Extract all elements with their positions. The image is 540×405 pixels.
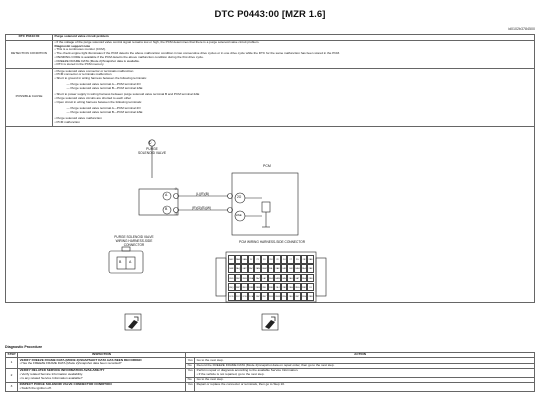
cause-line: • Purge solenoid valve circuits are shorted to each other [54, 96, 132, 101]
wire-codes-1: (L)(R)(B) [196, 192, 210, 196]
pcm-pin-row [228, 283, 314, 292]
detection-label: DETECTION CONDITION [6, 40, 53, 68]
action-header: ACTION [186, 353, 535, 358]
pcm-pin: 2BP [235, 283, 242, 292]
pcm-pin: 2BQ [228, 283, 235, 292]
pcm-pin: 2AO [248, 264, 255, 273]
pcm-pin: 2BT [294, 292, 301, 301]
pcm-pin: 2BK [268, 283, 275, 292]
pcm-pin: 2BW [274, 292, 281, 301]
pcm-pin: 2AJ [281, 264, 288, 273]
pcm-pin: 2Z [248, 255, 255, 264]
pcm-pin-row [228, 274, 314, 283]
pcm-pin: 2R [301, 255, 308, 264]
pcm-pin: 2AC [228, 255, 235, 264]
pcm-pin: 2AQ [235, 264, 242, 273]
pcm-pin: 2CC [235, 292, 242, 301]
procedure-step-row [6, 383, 535, 392]
pcm-pin: 2BE [307, 274, 314, 283]
pcm-pin: 2BF [301, 283, 308, 292]
pcm-pin: 2BJ [274, 283, 281, 292]
page-title: DTC P0443:00 [MZR 1.6] [214, 9, 326, 20]
pcm-pin: 2BO [241, 283, 248, 292]
pcm-pin: 2AM [261, 264, 268, 273]
detection-line: • This is a continuous monitor (CCM). [54, 47, 106, 52]
connector-pin-a: A [129, 260, 132, 264]
procedure-title: Diagnostic Procedure [5, 345, 43, 349]
pcm-pin: 2AX [268, 274, 275, 283]
pcm-pin: 2BD [228, 274, 235, 283]
step-number: 3 [6, 383, 18, 392]
step-inspection [18, 358, 186, 369]
pcm-pin: 2AI [287, 264, 294, 273]
inspection-item: • Verify related Service Information availability. [19, 371, 83, 376]
pcm-pin: 2AV [281, 274, 288, 283]
purge-valve-box [139, 189, 178, 215]
pcm-pin: 2AG [301, 264, 308, 273]
pcm-pin-row [228, 292, 314, 301]
pcm-test-icon [265, 317, 275, 329]
pcm-pin: 2BI [281, 283, 288, 292]
pcm-pin: 2BA [248, 274, 255, 283]
pin-b: B [165, 207, 168, 211]
pcm-pin: 2O [307, 283, 314, 292]
pcm-pin: 2AK [274, 264, 281, 273]
inspection-item: • Is any related Service Information available? [19, 375, 83, 380]
inspection-heading: INSPECT PURGE SOLENOID VALVE CONNECTOR CONDITION [19, 382, 112, 387]
step-inspection [18, 368, 186, 382]
yes-label: Yes [186, 383, 195, 392]
callout-two: ② [174, 187, 178, 191]
pcm-pin: 2S [294, 255, 301, 264]
pcm-pin: 2AY [261, 274, 268, 283]
no-label: No [186, 377, 195, 382]
detection-line: Diagnostic support note [54, 43, 91, 48]
pcm-pin: 2BB [241, 274, 248, 283]
pcm-pin: 2AS [301, 274, 308, 283]
cause-line: — Purge solenoid valve terminal B—PCM terminal 2AE [66, 109, 143, 114]
pcm-pin-row [228, 264, 314, 273]
connector-pin-b: B [119, 260, 122, 264]
yes-action: Perform repair or diagnosis according to the available Service Information. • If the vehicle is not repaired, go to the next step. [195, 368, 535, 377]
pcm-pin: 2BL [261, 283, 268, 292]
pcm-pin: 2CA [248, 292, 255, 301]
no-label: No [186, 363, 195, 368]
pcm-pin: 2Y [254, 255, 261, 264]
cause-line: • Purge solenoid valve connector or terminals malfunction [54, 68, 134, 73]
pcm-pin: 2V [274, 255, 281, 264]
pcm-pin: 2AU [287, 274, 294, 283]
inspection-heading: VERIFY RELATED SERVICE INFORMATION AVAILABILITY [19, 368, 105, 373]
procedure-step-row [6, 368, 535, 377]
cause-line: • Purge solenoid valve malfunction [54, 116, 102, 121]
pcm-pin: 2BN [248, 283, 255, 292]
diagnostic-procedure-table [5, 352, 535, 392]
pcm-pin: 2AW [274, 274, 281, 283]
pcm-pin: 2AF [307, 264, 314, 273]
purge-valve-label: PURGE SOLENOID VALVE [137, 147, 167, 155]
cause-line: — Purge solenoid valve terminal A—PCM terminal 2O [66, 106, 141, 111]
pcm-pin: 2AN [254, 264, 261, 273]
pcm-pin: 2CD [228, 292, 235, 301]
cause-line: • PCM malfunction [54, 119, 80, 124]
dtc-code-cell: DTC P0443:00 [6, 35, 53, 41]
yes-label: Yes [187, 357, 193, 362]
detection-line: • DTC is stored in the PCM memory. [54, 62, 105, 67]
connector-test-icon [128, 317, 138, 329]
cause-line: • Open circuit in wiring harness between the following terminals: [54, 99, 142, 104]
cause-line: • Short to power supply in wiring harness between purge solenoid valve terminal B and PCM terminal 2AE [54, 92, 200, 97]
pcm-connector-title: PCM WIRING HARNESS-SIDE CONNECTOR [239, 240, 305, 244]
cause-label: POSSIBLE CAUSE [6, 68, 53, 126]
pcm-pin: 2AT [294, 274, 301, 283]
pcm-pin: 2AP [241, 264, 248, 273]
pin-a: A [165, 193, 168, 197]
pcm-pin: 2AL [268, 264, 275, 273]
pcm-pin: 2W [268, 255, 275, 264]
pcm-pin: 2BM [254, 283, 261, 292]
no-action: Go to the next step. [195, 377, 535, 382]
pcm-pin: 2U [281, 255, 288, 264]
pcm-pin: 2AH [294, 264, 301, 273]
pcm-connector-pin-grid [228, 255, 314, 301]
pcm-pin: 2BU [287, 292, 294, 301]
pcm-pin: 2BS [301, 292, 308, 301]
detection-line: • PENDING CODE is available if the PCM detects the above malfunction condition during the first drive cycle. [54, 54, 204, 59]
pcm-pin-2ae: 2AE [236, 213, 242, 217]
cause-line: • Short to ground in wiring harness between the following terminals: [54, 76, 147, 81]
pcm-pin: 2BZ [254, 292, 261, 301]
yes-action: Repair or replace the connector or terminals, then go to Step 10. [195, 383, 535, 392]
pcm-pin: 2AE [307, 255, 314, 264]
cause-line: — Purge solenoid valve terminal A—PCM terminal 2O [66, 82, 141, 87]
detection-line: • FREEZE FRAME DATA (Mode 2)/Snapshot data is available. [54, 58, 140, 63]
document-id: id0102b3784500 [508, 27, 535, 31]
yes-action: Go to the next step. [195, 358, 535, 363]
callout-one: ① [148, 139, 152, 145]
inspection-item: • Switch the ignition off. [19, 386, 52, 391]
pcm-pin: 2BX [268, 292, 275, 301]
pcm-label: PCM [263, 164, 271, 168]
callout-three: ③ [174, 212, 178, 216]
dtc-desc-cell: Purge solenoid valve circuit problem [53, 35, 535, 41]
yes-label: Yes [186, 368, 195, 377]
pcm-pin: 2AB [235, 255, 242, 264]
step-header: STEP [7, 352, 16, 357]
cause-line: — Purge solenoid valve terminal B—PCM terminal 2AE [66, 86, 143, 91]
pcm-pin: 2T [287, 255, 294, 264]
detection-line: • The check engine light illuminates if the PCM detects the above malfunction condition in two consecutive drive cycles or in one drive cycle while the DTC for the same malfunction has been stored in the PCM. [54, 51, 340, 56]
inspection-heading: VERIFY FREEZE FRAME DATA (MODE 2)/SNAPSHOT DATA HAS BEEN RECORDED [19, 357, 142, 362]
step-inspection [18, 383, 186, 392]
no-action: Record the FREEZE FRAME DATA (Mode 2)/snapshot data on repair order, then go to the next step. [195, 363, 535, 368]
pcm-pin: 2BR [307, 292, 314, 301]
pcm-pin-2o: 2O [237, 195, 242, 199]
pcm-pin: 2BH [287, 283, 294, 292]
pcm-pin: 2CB [241, 292, 248, 301]
pcm-pin: 2BV [281, 292, 288, 301]
pcm-box [232, 173, 298, 235]
pcm-pin: 2BC [235, 274, 242, 283]
inspection-item: • Has the FREEZE FRAME DATA (Mode 2)/snapshot data been recorded? [19, 361, 122, 366]
cause-line: • PCM connector or terminals malfunction [54, 72, 112, 77]
pcm-pin: 2BG [294, 283, 301, 292]
pcm-pin: 2BY [261, 292, 268, 301]
pcm-pin-row [228, 255, 314, 264]
pcm-pin: 2AA [241, 255, 248, 264]
detection-line: • If the voltage of the purge solenoid valve control signal remains low or high, the PCM determines that there is a purge solenoid valve circuit problem. [54, 39, 260, 44]
pcm-pin: 2AZ [254, 274, 261, 283]
inspection-header: INSPECTION [18, 353, 186, 358]
pcm-pin: 2X [261, 255, 268, 264]
step-number: 1 [6, 358, 18, 369]
step-number: 2 [6, 368, 18, 382]
purge-connector-title: PURGE SOLENOID VALVE WIRING HARNESS-SIDE CONNECTOR [114, 235, 154, 247]
pcm-pin: 2AR [228, 264, 235, 273]
wire-codes-2: (R)(G)(B)(W) [192, 206, 212, 210]
